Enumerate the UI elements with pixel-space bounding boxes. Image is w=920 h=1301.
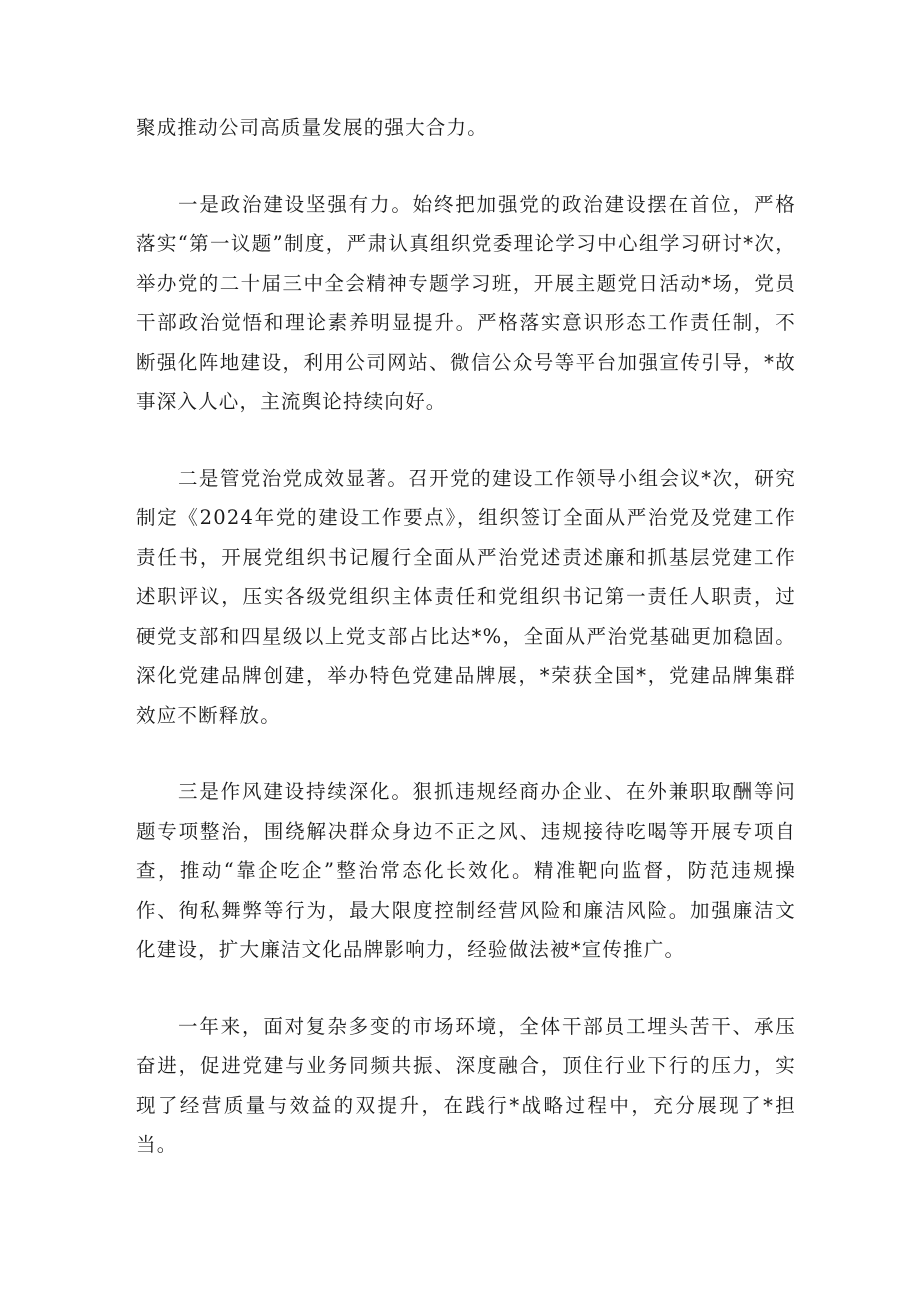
paragraph-party-governance: 二是管党治党成效显著。召开党的建设工作领导小组会议*次，研究制定《2024年党的建设工作要点》，组织签订全面从严治党及党建工作责任书，开展党组织书记履行全面从严治党述责述廉和抓基层党建工作述职评议，压实各级党组织主体责任和党组织书记第一责任人职责，过硬党支部和四星级以上党支部占比达*%，全面从严治党基础更加稳固。深化党建品牌创建，举办特色党建品牌展，*荣获全国*，党建品牌集群效应不断释放。 <box>136 466 796 727</box>
paragraph-political-building: 一是政治建设坚强有力。始终把加强党的政治建设摆在首位，严格落实“第一议题”制度，严肃认真组织党委理论学习中心组学习研讨*次，举办党的二十届三中全会精神专题学习班，开展主题党日活动*场，党员干部政治觉悟和理论素养明显提升。严格落实意识形态工作责任制，不断强化阵地建设，利用公司网站、微信公众号等平台加强宣传引导，*故事深入人心，主流舆论持续向好。 <box>136 192 796 413</box>
paragraph-continuation: 聚成推动公司高质量发展的强大合力。 <box>136 116 488 139</box>
paragraph-annual-summary: 一年来，面对复杂多变的市场环境，全体干部员工埋头苦干、承压奋进，促进党建与业务同频共振、深度融合，顶住行业下行的压力，实现了经营质量与效益的双提升，在践行*战略过程中，充分展现了*担当。 <box>136 1014 796 1156</box>
paragraph-work-style: 三是作风建设持续深化。狠抓违规经商办企业、在外兼职取酬等问题专项整治，围绕解决群众身边不正之风、违规接待吃喝等开展专项自查，推动“靠企吃企”整治常态化长效化。精准靶向监督，防范违规操作、徇私舞弊等行为，最大限度控制经营风险和廉洁风险。加强廉洁文化建设，扩大廉洁文化品牌影响力，经验做法被*宣传推广。 <box>136 780 796 961</box>
document-page <box>136 108 796 1165</box>
